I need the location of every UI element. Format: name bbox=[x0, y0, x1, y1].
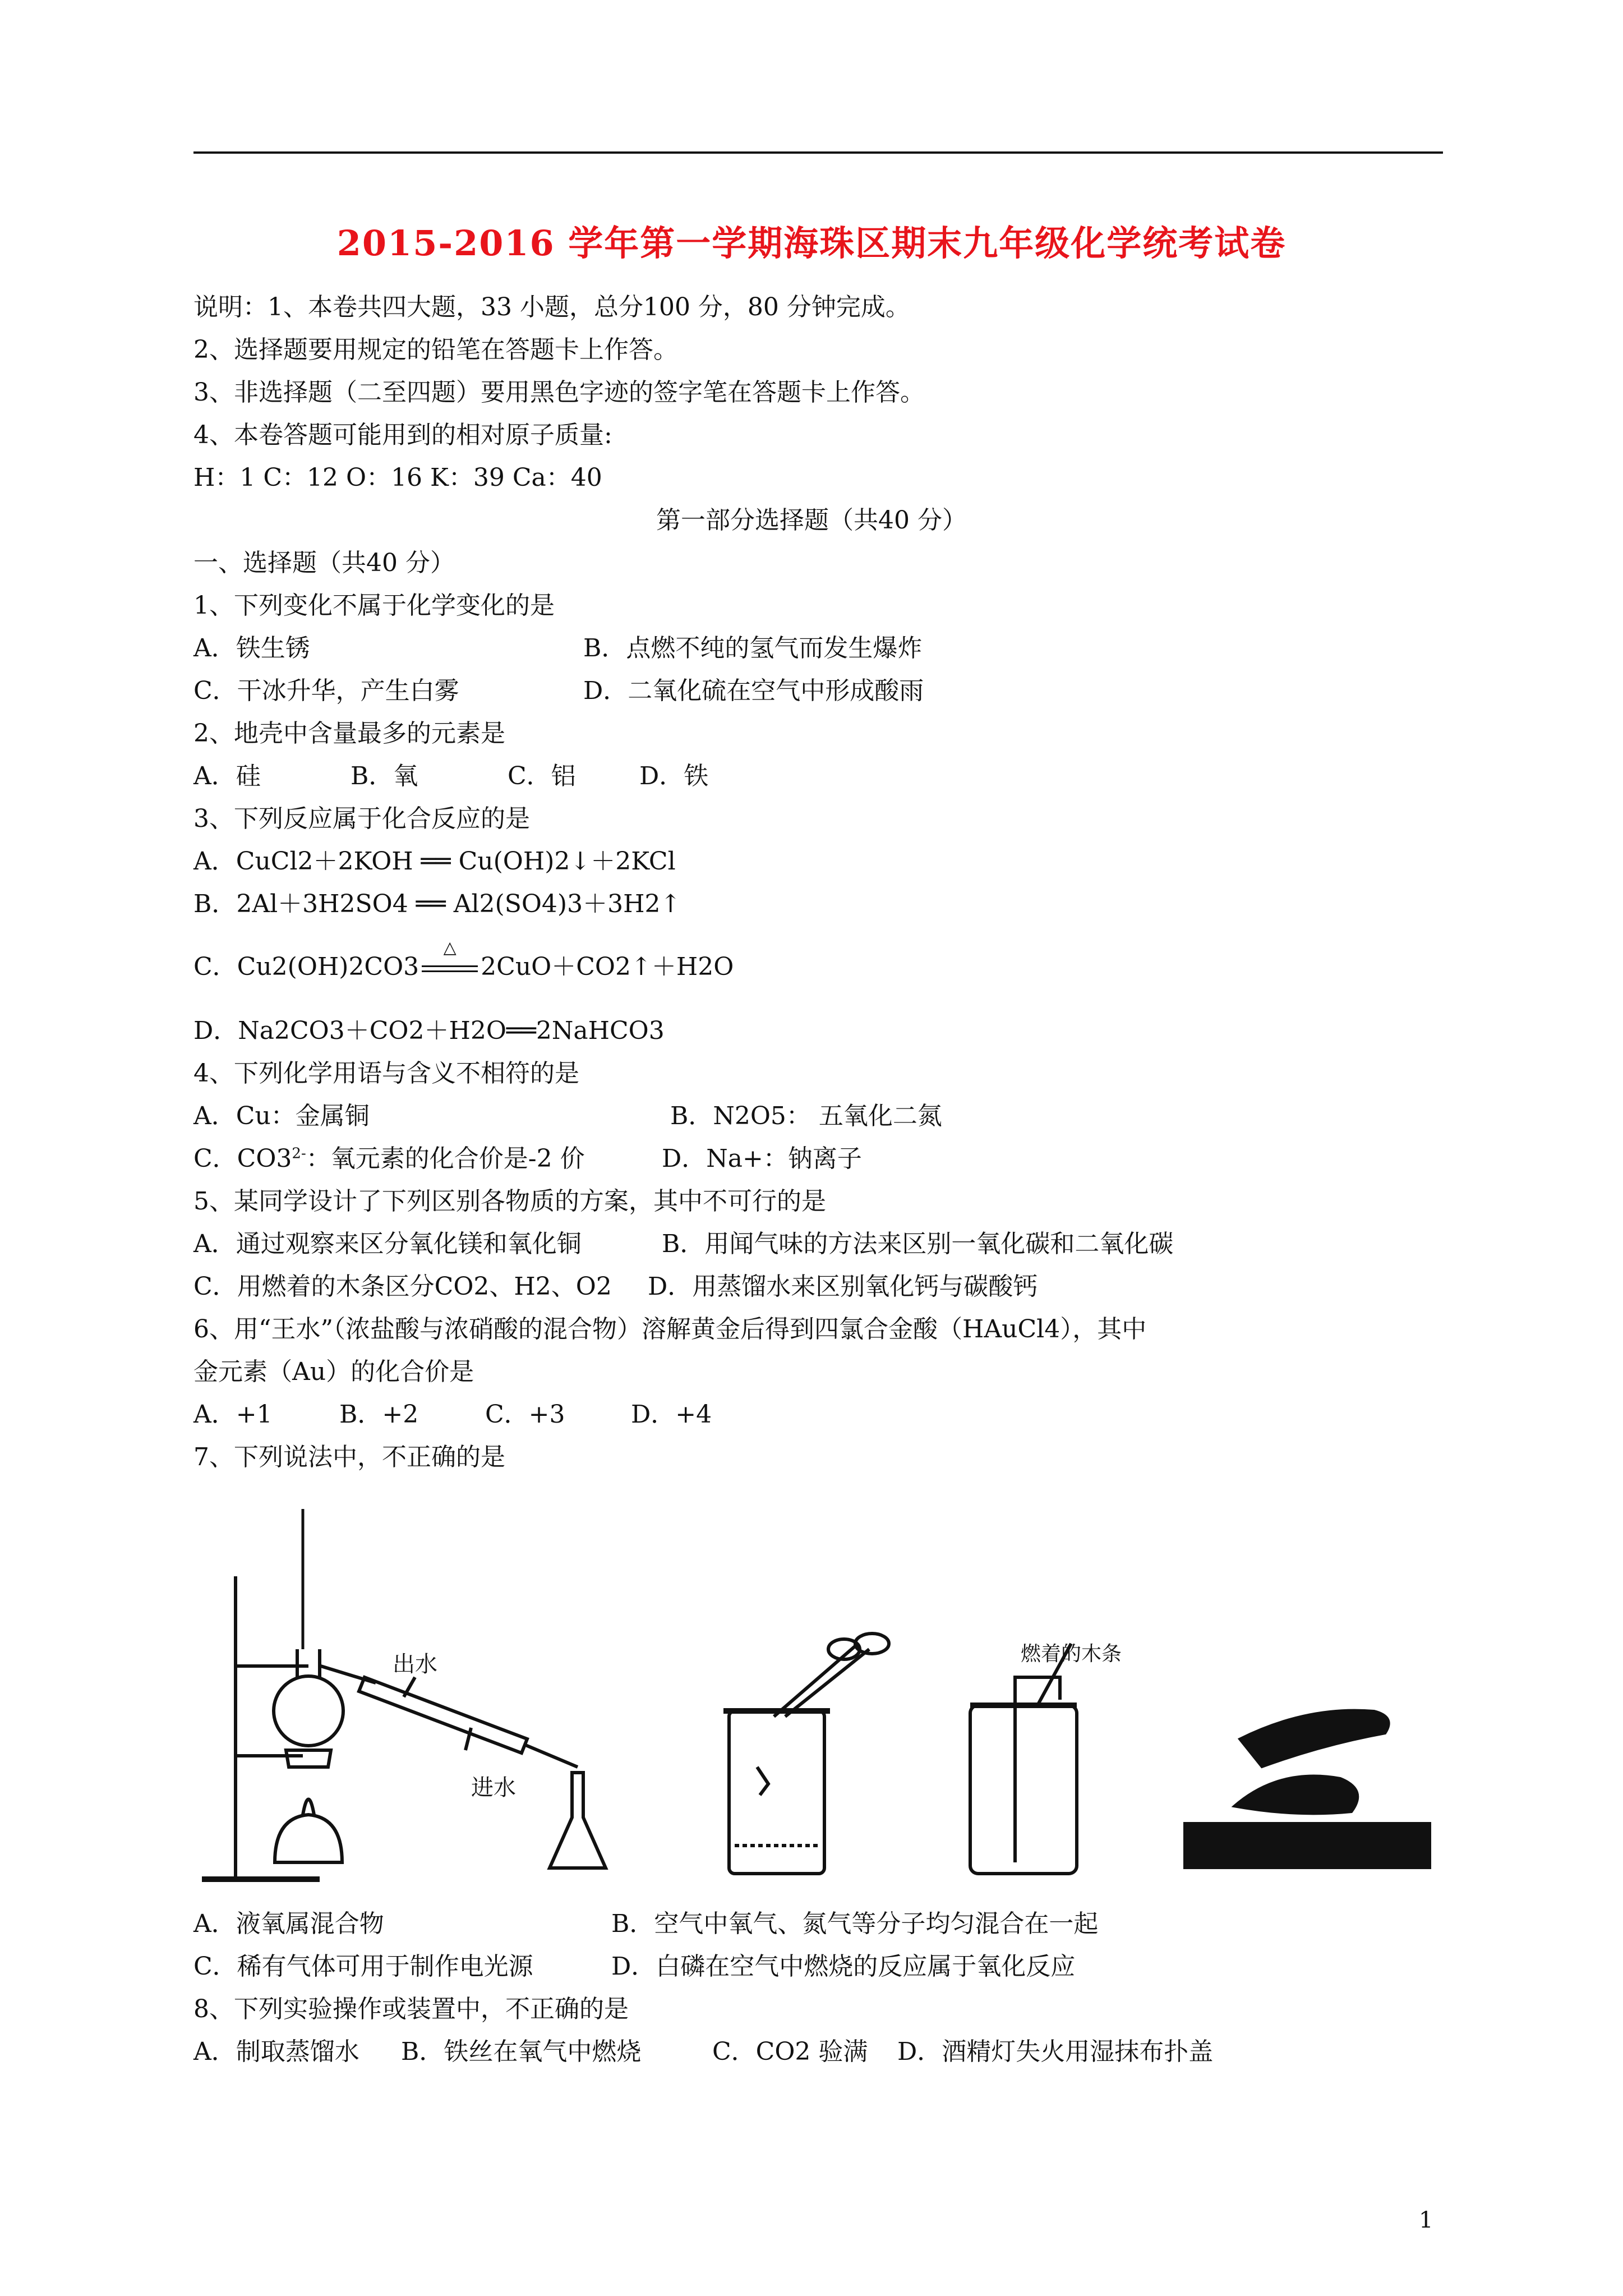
question-4-option-d: D．Na+：钠离子 bbox=[662, 1144, 862, 1173]
reaction-condition-heat bbox=[419, 938, 481, 984]
co2-full-test-figure bbox=[953, 1638, 1155, 1885]
question-7-option-c: C．稀有气体可用于制作电光源 bbox=[193, 1952, 533, 1981]
receiving-flask bbox=[550, 1773, 606, 1868]
question-5-option-c: C．用燃着的木条区分CO2、H2、O2 bbox=[193, 1272, 612, 1301]
page-number: 1 bbox=[1419, 2207, 1433, 2233]
question-6-option-d: D．+4 bbox=[631, 1400, 712, 1429]
question-8-option-d: D．酒精灯失火用湿抹布扑盖 bbox=[897, 2037, 1214, 2066]
iron-wire-combustion-figure bbox=[718, 1627, 909, 1885]
collection-bottle bbox=[970, 1705, 1077, 1874]
question-1-option-c: C．干冰升华，产生白雾 bbox=[193, 677, 459, 705]
header-rule bbox=[193, 151, 1443, 154]
question-8-option-c: C．CO2 验满 bbox=[712, 2037, 868, 2066]
alcohol-lamp bbox=[275, 1815, 342, 1862]
question-3-option-a: A．CuCl2＋2KOH ══ Cu(OH)2↓＋2KCl bbox=[193, 847, 676, 876]
question-6-option-a: A．+1 bbox=[193, 1400, 273, 1429]
question-3-option-c bbox=[193, 938, 734, 984]
atomic-masses: H：1 C：12 O：16 K：39 Ca：40 bbox=[193, 463, 602, 492]
question-1-stem: 1、下列变化不属于化学变化的是 bbox=[193, 591, 555, 620]
question-2-option-d: D．铁 bbox=[639, 762, 709, 790]
question-7-option-d: D．白磷在空气中燃烧的反应属于氧化反应 bbox=[611, 1952, 1076, 1981]
tongs-arm bbox=[785, 1649, 869, 1717]
question-6-stem-line-2: 金元素（Au）的化合价是 bbox=[193, 1358, 474, 1386]
question-8-stem: 8、下列实验操作或装置中，不正确的是 bbox=[193, 1995, 629, 2023]
water-in-label: 进水 bbox=[471, 1775, 516, 1801]
question-3-option-d: D．Na2CO3＋CO2＋H2O══2NaHCO3 bbox=[193, 1016, 665, 1045]
question-3-option-c-reactant: C．Cu2(OH)2CO3 bbox=[193, 953, 419, 981]
question-2-option-c: C．铝 bbox=[508, 762, 576, 790]
lamp-fire-cloth-figure bbox=[1183, 1694, 1436, 1874]
question-3-option-c-products: 2CuO＋CO2↑＋H2O bbox=[481, 953, 734, 981]
question-6-option-c: C．+3 bbox=[485, 1400, 565, 1429]
gas-jar bbox=[729, 1711, 824, 1874]
lamp-flame bbox=[303, 1800, 314, 1815]
instruction-1: 说明：1、本卷共四大题，33 小题，总分100 分，80 分钟完成。 bbox=[193, 293, 910, 321]
question-6-option-b: B．+2 bbox=[339, 1400, 419, 1429]
burning-stick-label: 燃着的木条 bbox=[1021, 1642, 1122, 1665]
question-2-option-b: B．氧 bbox=[351, 762, 418, 790]
water-out-label: 出水 bbox=[393, 1651, 437, 1677]
table-surface bbox=[1183, 1823, 1430, 1868]
question-4-option-c bbox=[193, 1142, 585, 1176]
question-3-stem: 3、下列反应属于化合反应的是 bbox=[193, 804, 530, 833]
wet-cloth-hand bbox=[1239, 1710, 1389, 1767]
question-1-option-a: A．铁生锈 bbox=[193, 634, 310, 662]
question-1-option-b: B．点燃不纯的氢气而发生爆炸 bbox=[583, 634, 923, 662]
page-title: 2015-2016 学年第一学期海珠区期末九年级化学统考试卷 bbox=[336, 223, 1287, 264]
side-arm bbox=[321, 1666, 376, 1683]
question-5-option-b: B．用闻气味的方法来区别一氧化碳和二氧化碳 bbox=[662, 1230, 1174, 1258]
tongs bbox=[774, 1644, 858, 1717]
question-5-option-a: A．通过观察来区分氧化镁和氧化铜 bbox=[193, 1230, 582, 1258]
distillation-apparatus-figure bbox=[191, 1503, 639, 1885]
question-4-option-c-text: ：氧元素的化合价是-2 价 bbox=[306, 1144, 585, 1173]
condenser bbox=[359, 1677, 527, 1753]
carbonate-formula: C．CO3 bbox=[193, 1144, 292, 1173]
carbonate-charge: 2- bbox=[292, 1145, 306, 1162]
instruction-3: 3、非选择题（二至四题）要用黑色字迹的签字笔在答题卡上作答。 bbox=[193, 378, 925, 407]
question-2-option-a: A．硅 bbox=[193, 762, 261, 790]
part-title: 第一部分选择题（共40 分） bbox=[656, 506, 967, 535]
question-4-option-a: A．Cu：金属铜 bbox=[193, 1102, 370, 1130]
heat-symbol: △ bbox=[443, 938, 457, 958]
question-5-option-d: D．用蒸馏水来区别氧化钙与碳酸钙 bbox=[648, 1272, 1038, 1301]
distilling-flask bbox=[274, 1676, 343, 1746]
question-7-option-b: B．空气中氧气、氮气等分子均匀混合在一起 bbox=[611, 1910, 1099, 1938]
question-4-stem: 4、下列化学用语与含义不相符的是 bbox=[193, 1059, 579, 1088]
question-3-option-b: B．2Al＋3H2SO4 ══ Al2(SO4)3＋3H2↑ bbox=[193, 890, 681, 918]
iron-wire bbox=[757, 1767, 768, 1795]
question-7-option-a: A．液氧属混合物 bbox=[193, 1910, 384, 1938]
adapter-tube bbox=[524, 1745, 578, 1767]
question-5-stem: 5、某同学设计了下列区别各物质的方案，其中不可行的是 bbox=[193, 1187, 826, 1216]
wire-gauze bbox=[286, 1750, 331, 1767]
instruction-2: 2、选择题要用规定的铅笔在答题卡上作答。 bbox=[193, 335, 678, 364]
question-8-option-b: B．铁丝在氧气中燃烧 bbox=[401, 2037, 642, 2066]
instruction-4: 4、本卷答题可能用到的相对原子质量: bbox=[193, 421, 612, 449]
section-title: 一、选择题（共40 分） bbox=[193, 549, 455, 577]
equals-sign bbox=[422, 965, 478, 972]
question-4-option-b: B．N2O5： 五氧化二氮 bbox=[670, 1102, 942, 1130]
question-8-option-a: A．制取蒸馏水 bbox=[193, 2037, 359, 2066]
question-2-stem: 2、地壳中含量最多的元素是 bbox=[193, 719, 505, 748]
flame-smother bbox=[1234, 1776, 1358, 1814]
question-1-option-d: D．二氧化硫在空气中形成酸雨 bbox=[583, 677, 924, 705]
question-6-stem-line-1: 6、用“王水”（浓盐酸与浓硝酸的混合物）溶解黄金后得到四氯合金酸（HAuCl4），其中 bbox=[193, 1315, 1147, 1343]
question-7-stem: 7、下列说法中，不正确的是 bbox=[193, 1443, 505, 1471]
